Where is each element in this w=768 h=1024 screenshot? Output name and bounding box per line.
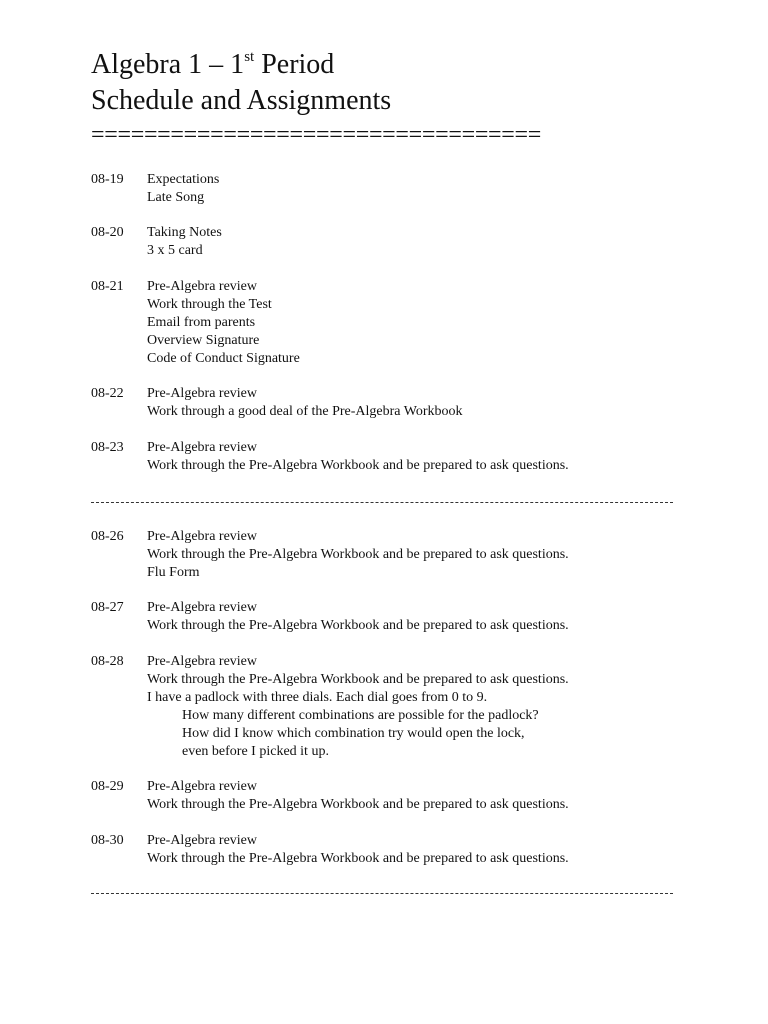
entry-line: Pre-Algebra review xyxy=(147,654,258,669)
entry-line: Expectations xyxy=(147,172,220,187)
week-divider xyxy=(91,893,673,894)
entry-date: 08-19 xyxy=(91,172,124,187)
entry-line: Work through the Pre-Algebra Workbook and be prepared to ask questions. xyxy=(147,618,569,633)
entry-date: 08-20 xyxy=(91,225,124,240)
entry-lines xyxy=(147,832,707,868)
entry-lines xyxy=(147,171,707,207)
entry-line: Work through the Pre-Algebra Workbook and be prepared to ask questions. xyxy=(147,797,569,812)
entry-date: 08-28 xyxy=(91,654,124,669)
entry-line: Work through the Pre-Algebra Workbook and be prepared to ask questions. xyxy=(147,851,569,866)
entry-line: Pre-Algebra review xyxy=(147,279,258,294)
entry-line: Overview Signature xyxy=(147,333,260,348)
entry-lines xyxy=(147,385,707,421)
entry-date: 08-21 xyxy=(91,279,124,294)
entry-line: Taking Notes xyxy=(147,225,222,240)
entry-line: Pre-Algebra review xyxy=(147,600,258,615)
entry-line: even before I picked it up. xyxy=(182,744,329,759)
entry-line: How did I know which combination try would open the lock, xyxy=(182,726,525,741)
entry-line: Pre-Algebra review xyxy=(147,529,258,544)
entry-line: Work through the Test xyxy=(147,297,272,312)
entry-lines xyxy=(147,653,707,761)
entry-lines xyxy=(147,224,707,260)
week-divider xyxy=(91,502,673,503)
entry-lines xyxy=(147,439,707,475)
entry-line: Code of Conduct Signature xyxy=(147,351,300,366)
page-title xyxy=(91,48,334,86)
title-period: Period xyxy=(254,49,335,80)
entry-date: 08-30 xyxy=(91,833,124,848)
equals-divider: ================================== xyxy=(91,123,541,147)
entry-line: Late Song xyxy=(147,190,205,205)
entry-line: Pre-Algebra review xyxy=(147,779,258,794)
entry-date: 08-29 xyxy=(91,779,124,794)
entry-date: 08-23 xyxy=(91,440,124,455)
page-subtitle: Schedule and Assignments xyxy=(91,85,392,116)
entry-date: 08-22 xyxy=(91,386,124,401)
entry-date: 08-26 xyxy=(91,529,124,544)
entry-line: 3 x 5 card xyxy=(147,243,203,258)
entry-line: Work through a good deal of the Pre-Algebra Workbook xyxy=(147,404,463,419)
entry-line: Pre-Algebra review xyxy=(147,386,258,401)
title-superscript: st xyxy=(244,49,255,65)
entry-line: Work through the Pre-Algebra Workbook and be prepared to ask questions. xyxy=(147,547,569,562)
title-text: Algebra 1 – 1 xyxy=(91,49,245,80)
entry-lines xyxy=(147,599,707,635)
entry-line: How many different combinations are possible for the padlock? xyxy=(182,708,539,723)
entry-line: Pre-Algebra review xyxy=(147,440,258,455)
entry-line: Flu Form xyxy=(147,565,200,580)
entry-lines xyxy=(147,778,707,814)
entry-line: Work through the Pre-Algebra Workbook and be prepared to ask questions. xyxy=(147,458,569,473)
entry-line: I have a padlock with three dials. Each dial goes from 0 to 9. xyxy=(147,690,488,705)
entry-date: 08-27 xyxy=(91,600,124,615)
entry-line: Work through the Pre-Algebra Workbook and be prepared to ask questions. xyxy=(147,672,569,687)
entry-lines xyxy=(147,528,707,582)
entry-lines xyxy=(147,278,707,368)
entry-line: Email from parents xyxy=(147,315,256,330)
entry-line: Pre-Algebra review xyxy=(147,833,258,848)
